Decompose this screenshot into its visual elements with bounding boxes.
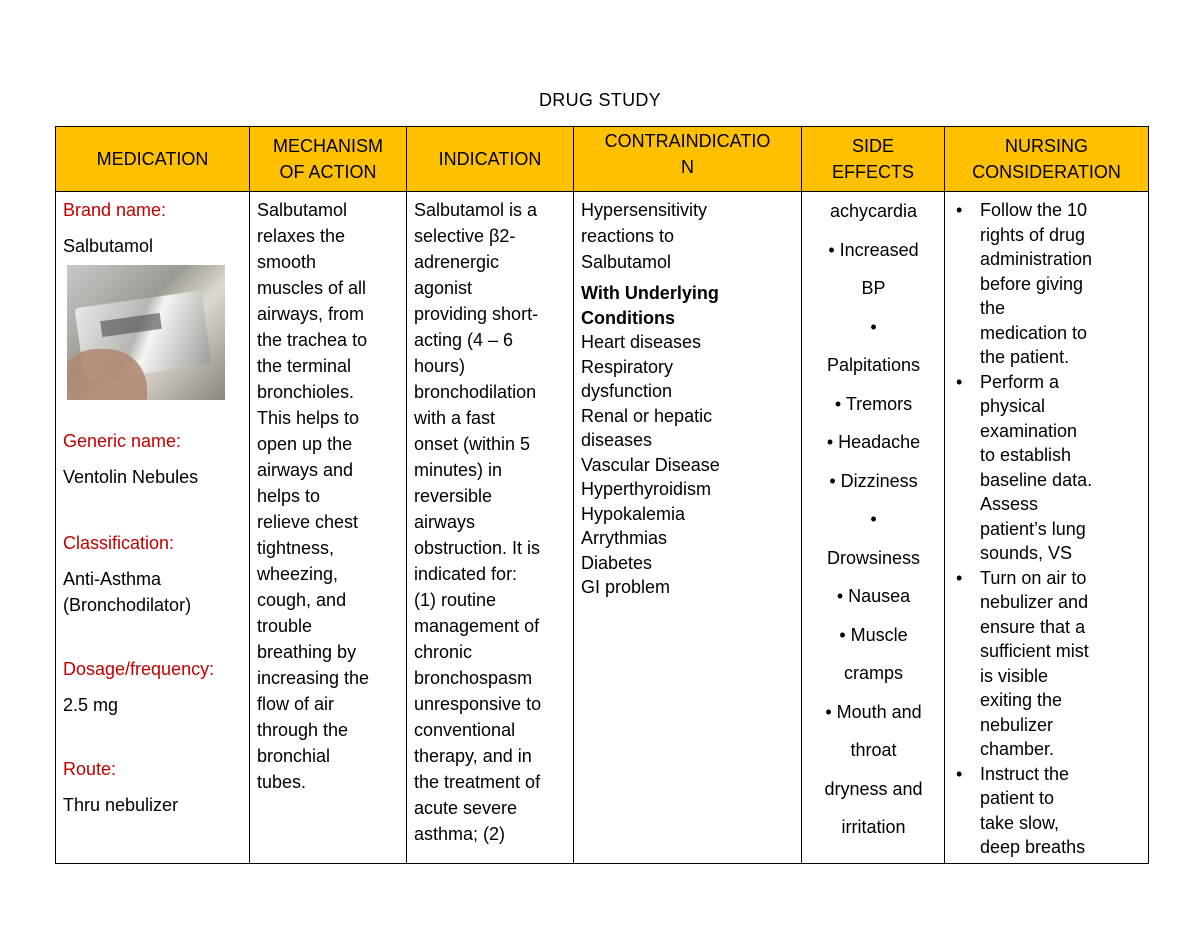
indication-line: unresponsive to bbox=[414, 694, 542, 714]
indication-line: indicated for: bbox=[414, 564, 518, 584]
side-effect-line: • bbox=[870, 316, 877, 337]
nursing-cell bbox=[945, 192, 1149, 864]
condition-line: Diabetes bbox=[581, 552, 653, 573]
side-effect-line: • Headache bbox=[826, 432, 921, 452]
nursing-item-line: medication to bbox=[980, 322, 1088, 343]
nursing-item bbox=[980, 762, 1142, 860]
route-label: Route: bbox=[63, 759, 117, 779]
mechanism-line: flow of air bbox=[257, 694, 335, 714]
nursing-item-line: • Perform a bbox=[980, 371, 1060, 392]
nursing-item-line: take slow, bbox=[980, 812, 1060, 833]
indication-line: hours) bbox=[414, 356, 466, 376]
mechanism-line: relieve chest bbox=[257, 512, 359, 532]
mechanism-line: relaxes the bbox=[257, 226, 346, 246]
header-side-effects: SIDE EFFECTS bbox=[802, 127, 945, 192]
indication-line: with a fast bbox=[414, 408, 496, 428]
side-effect-line: irritation bbox=[841, 817, 906, 837]
nursing-item-line: exiting the bbox=[980, 690, 1063, 710]
generic-name-label: Generic name: bbox=[63, 431, 182, 451]
indication-line: airways bbox=[414, 512, 476, 532]
condition-line: Hyperthyroidism bbox=[581, 479, 712, 499]
contraindication-intro-line: reactions to bbox=[581, 226, 675, 246]
condition-line: Hypokalemia bbox=[581, 503, 686, 524]
header-indication: INDICATION bbox=[407, 127, 574, 192]
mechanism-line: bronchial bbox=[257, 746, 331, 766]
contraindication-intro-line: Hypersensitivity bbox=[581, 200, 708, 220]
classification-value: Anti-Asthma (Bronchodilator) bbox=[63, 569, 192, 615]
indication-line: obstruction. It is bbox=[414, 538, 541, 558]
side-effect-line: achycardia bbox=[829, 201, 918, 221]
nursing-item-line: Assess bbox=[980, 494, 1039, 514]
side-effect-line: • Increased bbox=[828, 239, 919, 260]
condition-line: dysfunction bbox=[581, 381, 673, 401]
indication-line: (1) routine bbox=[414, 590, 497, 610]
nursing-item-line: examination bbox=[980, 420, 1078, 441]
condition-line: GI problem bbox=[581, 577, 671, 597]
mechanism-cell bbox=[250, 192, 407, 864]
indication-line: asthma; (2) bbox=[414, 824, 506, 844]
mechanism-line: increasing the bbox=[257, 668, 370, 688]
mechanism-line: cough, and bbox=[257, 590, 347, 610]
nursing-item-line: rights of drug bbox=[980, 224, 1086, 245]
route-value: Thru nebulizer bbox=[63, 795, 179, 815]
nursing-item-line: ensure that a bbox=[980, 616, 1086, 637]
nursing-item-line: deep breaths bbox=[980, 837, 1086, 857]
side-effect-line: • Mouth and bbox=[825, 701, 922, 722]
contraindication-intro bbox=[581, 197, 795, 275]
mechanism-line: airways and bbox=[257, 460, 354, 480]
side-effects-list bbox=[809, 192, 938, 847]
contraindication-intro-line: Salbutamol bbox=[581, 252, 672, 272]
generic-name-value: Ventolin Nebules bbox=[63, 467, 199, 487]
mechanism-line: wheezing, bbox=[257, 564, 339, 584]
mechanism-line: bronchioles. bbox=[257, 382, 355, 402]
nursing-item-line: is visible bbox=[980, 665, 1049, 686]
indication-line: adrenergic bbox=[414, 252, 500, 272]
mechanism-line: smooth bbox=[257, 252, 317, 272]
condition-line: Heart diseases bbox=[581, 332, 702, 352]
medication-cell bbox=[56, 192, 250, 864]
mechanism-line: the trachea to bbox=[257, 330, 368, 350]
contraindication-cell bbox=[574, 192, 802, 864]
mechanism-line: This helps to bbox=[257, 408, 360, 428]
indication-line: agonist bbox=[414, 278, 473, 298]
salbutamol-nebule-photo bbox=[67, 265, 225, 400]
nursing-considerations-list bbox=[952, 198, 1142, 860]
nursing-item-line: • Instruct the bbox=[980, 763, 1070, 784]
underlying-conditions-list bbox=[581, 330, 795, 600]
condition-line: Arrythmias bbox=[581, 528, 668, 548]
nursing-item-line: sounds, VS bbox=[980, 543, 1073, 563]
indication-line: management of bbox=[414, 616, 540, 636]
indication-text bbox=[414, 197, 567, 847]
indication-line: acting (4 – 6 bbox=[414, 330, 514, 350]
side-effect-line: • Tremors bbox=[834, 393, 913, 414]
indication-line: selective β2- bbox=[414, 226, 516, 246]
indication-line: bronchodilation bbox=[414, 382, 537, 402]
header-mechanism: MECHANISM OF ACTION bbox=[250, 127, 407, 192]
nursing-item-line: sufficient mist bbox=[980, 641, 1089, 661]
condition-line: diseases bbox=[581, 430, 653, 450]
document-title: DRUG STUDY bbox=[538, 90, 661, 110]
condition-line: Vascular Disease bbox=[581, 454, 720, 475]
indication-line: the treatment of bbox=[414, 772, 541, 792]
side-effect-line: cramps bbox=[843, 663, 903, 683]
side-effect-line: Palpitations bbox=[826, 355, 921, 375]
nursing-item-line: chamber. bbox=[980, 739, 1055, 759]
underlying-conditions-heading: With Underlying Conditions bbox=[581, 283, 719, 328]
indication-line: Salbutamol is a bbox=[414, 200, 538, 220]
mechanism-line: open up the bbox=[257, 434, 353, 454]
side-effect-line: throat bbox=[850, 740, 897, 760]
side-effect-line: • Nausea bbox=[836, 586, 911, 606]
indication-line: providing short- bbox=[414, 304, 539, 324]
indication-line: therapy, and in bbox=[414, 746, 532, 766]
nursing-item-line: • Turn on air to bbox=[980, 567, 1087, 588]
mechanism-line: trouble bbox=[257, 616, 313, 636]
side-effect-line: • Muscle bbox=[839, 624, 908, 645]
side-effect-line: • Dizziness bbox=[829, 470, 918, 491]
indication-line: conventional bbox=[414, 720, 516, 740]
mechanism-line: Salbutamol bbox=[257, 200, 348, 220]
indication-line: chronic bbox=[414, 642, 473, 662]
indication-line: acute severe bbox=[414, 798, 518, 818]
nursing-item bbox=[980, 370, 1142, 566]
header-contraindication: CONTRAINDICATIO N bbox=[574, 127, 802, 192]
condition-line: Renal or hepatic bbox=[581, 405, 713, 426]
header-row bbox=[56, 127, 1149, 192]
side-effect-line: • bbox=[870, 509, 877, 529]
side-effect-line: BP bbox=[861, 278, 886, 298]
nursing-item-line: • Follow the 10 bbox=[980, 200, 1088, 220]
drug-study-table bbox=[55, 126, 1149, 864]
dosage-label: Dosage/frequency: bbox=[63, 659, 215, 679]
nursing-item bbox=[980, 198, 1142, 370]
mechanism-line: helps to bbox=[257, 486, 321, 506]
side-effects-cell bbox=[802, 192, 945, 864]
nursing-item bbox=[980, 566, 1142, 762]
mechanism-line: tightness, bbox=[257, 538, 335, 558]
content-row bbox=[56, 192, 1149, 864]
indication-cell bbox=[407, 192, 574, 864]
classification-label: Classification: bbox=[63, 533, 175, 553]
mechanism-line: the terminal bbox=[257, 356, 352, 376]
mechanism-line: muscles of all bbox=[257, 278, 367, 298]
nursing-item-line: the patient. bbox=[980, 347, 1070, 367]
nursing-item-line: to establish bbox=[980, 445, 1072, 465]
mechanism-text bbox=[257, 197, 400, 795]
indication-line: onset (within 5 bbox=[414, 434, 531, 454]
nursing-item-line: baseline data. bbox=[980, 469, 1093, 490]
mechanism-line: breathing by bbox=[257, 642, 357, 662]
nursing-item-line: patient’s lung bbox=[980, 518, 1086, 539]
mechanism-line: tubes. bbox=[257, 772, 307, 792]
nursing-item-line: administration bbox=[980, 249, 1093, 269]
nursing-item-line: nebulizer bbox=[980, 714, 1054, 735]
mechanism-line: airways, from bbox=[257, 304, 365, 324]
indication-line: minutes) in bbox=[414, 460, 503, 480]
nursing-item-line: nebulizer and bbox=[980, 592, 1089, 612]
nursing-item-line: the bbox=[980, 298, 1006, 318]
brand-name-value: Salbutamol bbox=[63, 236, 154, 256]
indication-line: bronchospasm bbox=[414, 668, 533, 688]
dosage-value: 2.5 mg bbox=[63, 695, 119, 715]
header-medication: MEDICATION bbox=[56, 127, 250, 192]
side-effect-line: Drowsiness bbox=[826, 547, 921, 568]
condition-line: Respiratory bbox=[581, 356, 674, 377]
nursing-item-line: physical bbox=[980, 396, 1046, 416]
indication-line: reversible bbox=[414, 486, 493, 506]
nursing-item-line: before giving bbox=[980, 273, 1084, 294]
nursing-item-line: patient to bbox=[980, 788, 1055, 808]
side-effect-line: dryness and bbox=[824, 778, 923, 799]
brand-name-label: Brand name: bbox=[63, 200, 167, 220]
header-nursing: NURSING CONSIDERATION bbox=[945, 127, 1149, 192]
mechanism-line: through the bbox=[257, 720, 349, 740]
